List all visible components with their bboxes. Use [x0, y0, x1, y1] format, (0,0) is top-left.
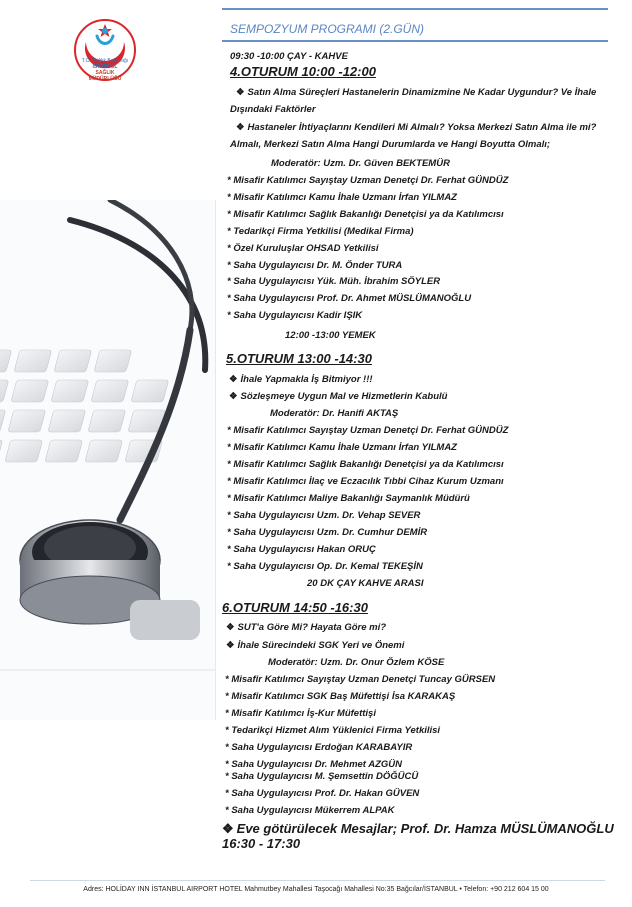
- topic-bullet: [229, 374, 373, 385]
- line-text: * Özel Kuruluşlar OHSAD Yetkilisi: [227, 243, 379, 254]
- session-heading: [226, 351, 372, 366]
- line-text: * Saha Uygulayıcısı Dr. M. Önder TURA: [227, 260, 403, 271]
- line-text: * Misafir Katılımcı İş-Kur Müfettişi: [225, 708, 376, 719]
- participant-line: [227, 226, 414, 237]
- participant-line: [225, 805, 394, 816]
- line-text: 6.OTURUM 14:50 -16:30: [222, 600, 368, 615]
- moderator-line: [271, 158, 450, 169]
- line-text: Moderatör: Uzm. Dr. Güven BEKTEMÜR: [271, 158, 450, 169]
- participant-line: [227, 561, 423, 572]
- participant-line: [227, 544, 376, 555]
- line-text: Satın Alma Süreçleri Hastanelerin Dinamizmine Ne Kadar Uygundur? Ve İhale: [247, 87, 597, 98]
- line-text: * Saha Uygulayıcısı Erdoğan KARABAYIR: [225, 742, 413, 753]
- line-text: * Misafir Katılımcı Sağlık Bakanlığı Denetçisi ya da Katılımcısı: [227, 209, 504, 220]
- break-line: [285, 330, 376, 341]
- line-text: * Misafir Katılımcı İlaç ve Eczacılık Tıbbi Cihaz Kurum Uzmanı: [227, 476, 504, 487]
- line-text: * Saha Uygulayıcısı Hakan ORUÇ: [227, 544, 376, 555]
- session-heading: [230, 64, 376, 79]
- participant-line: [227, 527, 427, 538]
- line-text: * Misafir Katılımcı Kamu İhale Uzmanı İrfan YILMAZ: [227, 442, 457, 453]
- line-text: Eve götürülecek Mesajlar; Prof. Dr. Hamza MÜSLÜMANOĞLU: [236, 821, 614, 836]
- participant-line: [227, 209, 504, 220]
- line-text: * Saha Uygulayıcısı Op. Dr. Kemal TEKEŞİN: [227, 561, 423, 572]
- program-line: [230, 51, 348, 62]
- diamond-bullet-icon: ❖: [222, 821, 234, 836]
- line-text: İhale Yapmakla İş Bitmiyor !!!: [240, 374, 373, 385]
- header-bottom-rule: [222, 40, 608, 42]
- line-text: * Misafir Katılımcı Kamu İhale Uzmanı İrfan YILMAZ: [227, 192, 457, 203]
- logo-line: T.C. Sağlık Bakanlığı: [81, 58, 129, 64]
- line-text: Dışındaki Faktörler: [230, 104, 316, 115]
- participant-line: [225, 691, 455, 702]
- topic-bullet: [226, 640, 404, 651]
- line-text: * Tedarikçi Hizmet Alım Yüklenici Firma Yetkilisi: [225, 725, 441, 736]
- program-line: [230, 104, 316, 115]
- participant-line: [227, 192, 457, 203]
- line-text: 12:00 -13:00 YEMEK: [285, 330, 376, 341]
- participant-line: [227, 243, 379, 254]
- logo-line: MÜDÜRLÜĞÜ: [88, 76, 122, 82]
- participant-line: [227, 459, 504, 470]
- topic-bullet: [226, 622, 386, 633]
- line-text: * Misafir Katılımcı Maliye Bakanlığı Saymanlık Müdürü: [227, 493, 470, 504]
- moderator-line: [270, 408, 398, 419]
- participant-line: [225, 725, 440, 736]
- topic-bullet: [236, 87, 596, 98]
- line-text: * Misafir Katılımcı Sayıştay Uzman Denetçi Dr. Ferhat GÜNDÜZ: [227, 175, 509, 186]
- line-text: * Saha Uygulayıcısı Uzm. Dr. Cumhur DEMİR: [227, 527, 428, 538]
- line-text: 4.OTURUM 10:00 -12:00: [230, 64, 376, 79]
- participant-line: [227, 310, 362, 321]
- line-text: Hastaneler İhtiyaçlarını Kendileri Mi Almalı? Yoksa Merkezi Satın Alma ile mi?: [247, 122, 597, 133]
- line-text: * Tedarikçi Firma Yetkilisi (Medikal Firma): [227, 226, 414, 237]
- line-text: SUT'a Göre Mi? Hayata Göre mi?: [237, 622, 387, 633]
- diamond-bullet-icon: ❖: [236, 122, 245, 133]
- moderator-line: [268, 657, 444, 668]
- diamond-bullet-icon: ❖: [226, 622, 235, 633]
- closing-time: [222, 836, 300, 851]
- line-text: * Saha Uygulayıcısı Mükerrem ALPAK: [225, 805, 395, 816]
- line-text: * Saha Uygulayıcısı M. Şemsettin DÖĞÜCÜ: [225, 771, 419, 782]
- topic-bullet: [229, 391, 447, 402]
- diamond-bullet-icon: ❖: [226, 640, 235, 651]
- logo-line: İSTANBUL: [92, 64, 118, 70]
- participant-line: [225, 788, 419, 799]
- participant-line: [225, 742, 412, 753]
- participant-line: [227, 442, 457, 453]
- line-text: * Misafir Katılımcı Sayıştay Uzman Denetçi Dr. Ferhat GÜNDÜZ: [227, 425, 509, 436]
- line-text: Sözleşmeye Uygun Mal ve Hizmetlerin Kabulü: [240, 391, 448, 402]
- line-text: * Saha Uygulayıcısı Dr. Mehmet AZGÜN: [225, 759, 403, 770]
- participant-line: [225, 759, 402, 770]
- diamond-bullet-icon: ❖: [236, 87, 245, 98]
- break-line: [307, 578, 424, 589]
- line-text: * Saha Uygulayıcısı Prof. Dr. Hakan GÜVEN: [225, 788, 420, 799]
- session-heading: [222, 600, 368, 615]
- topic-bullet: [236, 122, 596, 133]
- footer-address: Adres: HOLİDAY INN İSTANBUL AIRPORT HOTEL Mahmutbey Mahallesi Taşocağı Mahallesi No:35 Bağcılar/İSTANBUL • Telefon: +90 212 604 15 00: [83, 886, 549, 893]
- footer-rule: [30, 880, 605, 881]
- line-text: 5.OTURUM 13:00 -14:30: [226, 351, 372, 366]
- participant-line: [225, 708, 376, 719]
- diamond-bullet-icon: ❖: [229, 374, 238, 385]
- participant-line: [227, 175, 508, 186]
- line-text: * Misafir Katılımcı SGK Baş Müfettişi İsa KARAKAŞ: [225, 691, 456, 702]
- line-text: 09:30 -10:00 ÇAY - KAHVE: [230, 51, 348, 62]
- logo-caption: [66, 58, 144, 82]
- line-text: * Misafir Katılımcı Sayıştay Uzman Denetçi Tuncay GÜRSEN: [225, 674, 496, 685]
- stethoscope-keyboard-illustration: [0, 200, 215, 720]
- diamond-bullet-icon: ❖: [229, 391, 238, 402]
- page-title: SEMPOZYUM PROGRAMI (2.GÜN): [230, 22, 425, 36]
- participant-line: [227, 425, 508, 436]
- illustration-edge: [215, 200, 216, 720]
- line-text: 20 DK ÇAY KAHVE ARASI: [307, 578, 424, 589]
- line-text: * Saha Uygulayıcısı Uzm. Dr. Vehap SEVER: [227, 510, 421, 521]
- participant-line: [225, 674, 495, 685]
- line-text: Almalı, Merkezi Satın Alma Hangi Durumlarda ve Hangi Boyutta Olmalı;: [230, 139, 551, 150]
- line-text: * Saha Uygulayıcısı Prof. Dr. Ahmet MÜSLÜMANOĞLU: [227, 293, 472, 304]
- logo-line: SAĞLIK: [95, 70, 115, 76]
- participant-line: [227, 493, 470, 504]
- line-text: 16:30 - 17:30: [222, 836, 301, 851]
- line-text: * Saha Uygulayıcısı Yük. Müh. İbrahim SÖYLER: [227, 276, 441, 287]
- line-text: * Saha Uygulayıcısı Kadir IŞIK: [227, 310, 363, 321]
- line-text: İhale Sürecindeki SGK Yeri ve Önemi: [237, 640, 405, 651]
- header-top-rule: [222, 8, 608, 10]
- closing-message: [222, 821, 614, 837]
- participant-line: [227, 293, 471, 304]
- participant-line: [227, 276, 440, 287]
- participant-line: [225, 771, 418, 782]
- program-line: [230, 139, 550, 150]
- line-text: Moderatör: Dr. Hanifi AKTAŞ: [270, 408, 399, 419]
- participant-line: [227, 260, 402, 271]
- participant-line: [227, 476, 504, 487]
- line-text: Moderatör: Uzm. Dr. Onur Özlem KÖSE: [268, 657, 445, 668]
- participant-line: [227, 510, 420, 521]
- line-text: * Misafir Katılımcı Sağlık Bakanlığı Denetçisi ya da Katılımcısı: [227, 459, 504, 470]
